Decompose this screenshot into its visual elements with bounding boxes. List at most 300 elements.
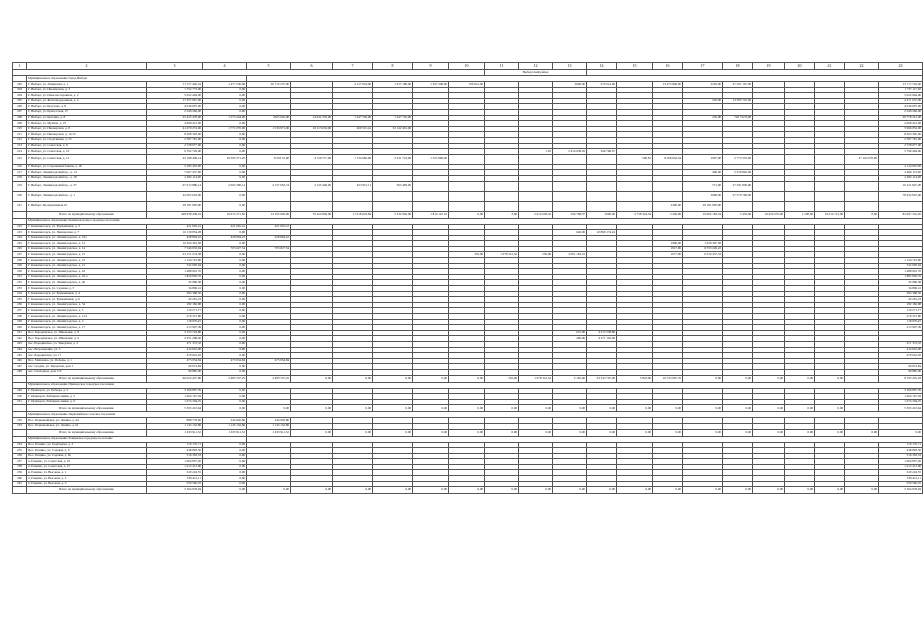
- row-number-cell: 236: [13, 302, 27, 308]
- value-cell-col-3: 110 271,77: [147, 308, 203, 314]
- value-cell-col-23: 2 587 781,00: [879, 137, 923, 143]
- row-number-cell: 249: [13, 388, 27, 394]
- value-cell-col-19: [753, 154, 785, 164]
- column-number-cell: 16: [653, 63, 683, 70]
- row-number-cell: 259: [13, 470, 27, 476]
- column-number-row: [13, 63, 923, 70]
- value-cell-col-4: 1 145 132,86: [203, 423, 247, 429]
- value-cell-col-13: 640,00: [553, 230, 587, 236]
- value-cell-col-23: 20 778 312,00: [879, 115, 923, 121]
- address-cell: Пос. Рощино, ул. Графтиума, д. 3: [27, 442, 147, 448]
- value-cell-col-23: 0,00: [879, 429, 923, 436]
- value-cell-col-19: [753, 191, 785, 201]
- value-cell-col-4: 0,00: [203, 269, 247, 275]
- value-cell-col-15: 2 758 324,54: [617, 211, 653, 218]
- value-cell-col-22: [845, 201, 879, 211]
- value-cell-col-3: 67 013 886,14: [147, 181, 203, 191]
- row-number-cell: 252: [13, 418, 27, 424]
- value-cell-col-23: 4 036 607,00: [879, 104, 923, 110]
- value-cell-col-3: 2 728 977,00: [147, 143, 203, 149]
- value-cell-col-19: [753, 181, 785, 191]
- value-cell-col-23: 3 396 897,39: [879, 388, 923, 394]
- total-label-cell: Итого по муниципальному образованию: [27, 405, 147, 412]
- value-cell-col-23: 2 348 260,00: [879, 109, 923, 115]
- address-cell: Г. Каменногорск, ул. Ленинградское, д. 16: [27, 258, 147, 264]
- row-number-cell: 258: [13, 464, 27, 470]
- value-cell-col-17: 0,00: [683, 429, 723, 436]
- value-cell-col-16: 8 268 954,34: [653, 154, 683, 164]
- value-cell-col-7: 0,00: [333, 429, 373, 436]
- row-number-cell: [13, 429, 27, 436]
- value-cell-col-4: 0,00: [203, 302, 247, 308]
- row-number-cell: 227: [13, 252, 27, 258]
- address-cell: Г. Выборг, ул. Крепостная, 27: [27, 109, 147, 115]
- value-cell-col-4: 0,00: [203, 93, 247, 99]
- value-cell-col-17: 571,00: [683, 181, 723, 191]
- address-cell: Г. Приморск, Рыбацкая линия, д. 3: [27, 394, 147, 400]
- value-cell-col-13: 290,00: [553, 336, 587, 342]
- value-cell-col-20: [785, 201, 815, 211]
- row-number-cell: 212: [13, 137, 27, 143]
- value-cell-col-17: 6 310 437,33: [683, 252, 723, 258]
- value-cell-col-11: 2,00: [485, 211, 519, 218]
- value-cell-col-23: 471 372,32: [879, 341, 923, 347]
- value-cell-col-11: 352,00: [485, 375, 519, 382]
- value-cell-col-4: 0,00: [203, 132, 247, 138]
- row-number-cell: [13, 487, 27, 494]
- value-cell-col-8: 5 332 930,00: [373, 211, 413, 218]
- value-cell-col-17: 0,00: [683, 487, 723, 494]
- value-cell-col-4: 0,00: [203, 364, 247, 370]
- address-cell: Г. Выборг, ул. Пионерская, д. 12/13: [27, 132, 147, 138]
- value-cell-col-23: 293 368,56: [879, 291, 923, 297]
- row-number-cell: 234: [13, 291, 27, 297]
- value-cell-col-4: 0,00: [203, 325, 247, 331]
- value-cell-col-9: [413, 191, 449, 201]
- value-cell-col-13: [553, 181, 587, 191]
- value-cell-col-23: [879, 154, 923, 164]
- value-cell-col-5: 1 536 971,00: [247, 126, 291, 132]
- value-cell-col-22: [845, 375, 879, 382]
- address-cell: Г. Каменногорск, ул. Бумажников, д. 4: [27, 291, 147, 297]
- value-cell-col-9: 1 814 122 61: [413, 211, 449, 218]
- value-cell-col-21: [815, 191, 845, 201]
- value-cell-col-3: 1 752 773,00: [147, 87, 203, 93]
- row-number-cell: 235: [13, 297, 27, 303]
- row-number-cell: 255: [13, 448, 27, 454]
- district-band-label: Выборгский район: [485, 70, 587, 76]
- value-cell-col-4: 0,00: [203, 453, 247, 459]
- address-cell: п. Рощино, ул. Советская, д. 25: [27, 459, 147, 465]
- row-number-cell: 217: [13, 170, 27, 176]
- value-cell-col-3: 7 546 933,04: [147, 246, 203, 252]
- row-number-cell: 222: [13, 224, 27, 230]
- value-cell-col-8: 32 142 461,00: [373, 126, 413, 132]
- value-cell-col-3: 42 198 409,14: [147, 154, 203, 164]
- column-number-cell: 5: [247, 63, 291, 70]
- section-title: Муниципальное образование Приморское городское поселение: [27, 382, 247, 388]
- row-number-cell: 243: [13, 341, 27, 347]
- address-cell: Г. Каменногорск, ул. Ленинградское, д. 14: [27, 246, 147, 252]
- value-cell-col-3: 17 357 967,00: [147, 98, 203, 104]
- row-number-cell: [13, 211, 27, 218]
- value-cell-col-4: 0,00: [203, 464, 247, 470]
- value-cell-col-4: 0,00: [203, 258, 247, 264]
- value-cell-col-6: 0,00: [291, 405, 333, 412]
- value-cell-col-10: [449, 154, 485, 164]
- value-cell-col-23: 170 170,71: [879, 442, 923, 448]
- section-total-row: [13, 487, 923, 494]
- address-cell: пос. Средне, ул. Заводская, дом 1: [27, 364, 147, 370]
- value-cell-col-16: 0,00: [653, 487, 683, 494]
- value-cell-col-23: 1 882 826,70: [879, 274, 923, 280]
- value-cell-col-4: 0,00: [203, 487, 247, 494]
- row-number-cell: 238: [13, 314, 27, 320]
- column-number-cell: 1: [13, 63, 27, 70]
- value-cell-col-6: 10 213 632,00: [291, 126, 333, 132]
- column-number-cell: 6: [291, 63, 333, 70]
- value-cell-col-4: 703 627,54: [203, 246, 247, 252]
- value-cell-col-14: 10 899 174,24: [587, 230, 617, 236]
- section-total-row: [13, 211, 923, 218]
- value-cell-col-3: 28 181 905,00: [147, 201, 203, 211]
- value-cell-col-5: 421 045,41: [247, 224, 291, 230]
- value-cell-col-8: 1 257 186,00: [373, 82, 413, 88]
- value-cell-col-23: 5 364 978,94: [879, 487, 923, 494]
- value-cell-col-20: 1 200,00: [785, 211, 815, 218]
- column-number-cell: 21: [815, 63, 845, 70]
- value-cell-col-3: 1 145 132,86: [147, 423, 203, 429]
- value-cell-col-22: [845, 181, 879, 191]
- row-number-cell: 208: [13, 115, 27, 121]
- value-cell-col-18: 0,00: [723, 487, 753, 494]
- row-number-cell: 251: [13, 399, 27, 405]
- value-cell-col-7: [333, 191, 373, 201]
- address-cell: Пос. Бородинское, ул. Школьная, д. 9: [27, 336, 147, 342]
- address-cell: Г. Выборг, ул. Сторожевой башни, д. 18: [27, 164, 147, 170]
- value-cell-col-5: 0,00: [247, 405, 291, 412]
- row-number-cell: 245: [13, 353, 27, 359]
- value-cell-col-23: 1 604 857,20: [879, 459, 923, 465]
- address-cell: Г. Каменногорск, ул. Бумажников, д. 6: [27, 297, 147, 303]
- value-cell-col-4: 0,00: [203, 230, 247, 236]
- row-number-cell: 241: [13, 330, 27, 336]
- value-cell-col-20: 0,00: [785, 405, 815, 412]
- address-cell: Пос. Рощино, ул. Садовая, д. 9: [27, 448, 147, 454]
- column-number-cell: 8: [373, 63, 413, 70]
- value-cell-col-23: 414 810,00: [879, 347, 923, 353]
- value-cell-col-7: 1 734 982,00: [333, 154, 373, 164]
- value-cell-col-7: 4 127 654,00: [333, 82, 373, 88]
- section-total-row: [13, 375, 923, 382]
- column-number-cell: 13: [553, 63, 587, 70]
- value-cell-col-3: 71 727 402,54: [147, 82, 203, 88]
- address-cell: пос. Бородинское, ул. Заводская, д. 3: [27, 341, 147, 347]
- value-cell-col-23: 1 614 413,90: [879, 464, 923, 470]
- address-cell: Пос. Первомайское, ул. Ленина, д. 44: [27, 418, 147, 424]
- value-cell-col-20: 0,00: [785, 375, 815, 382]
- value-cell-col-22: 27 162 076,00: [845, 154, 879, 164]
- column-number-cell: 23: [879, 63, 923, 70]
- value-cell-col-19: 0,00: [753, 405, 785, 412]
- value-cell-col-8: 0,00: [373, 405, 413, 412]
- row-number-cell: 224: [13, 235, 27, 241]
- value-cell-col-12: [519, 154, 553, 164]
- data-table: [12, 62, 923, 494]
- value-cell-col-4: 0,00: [203, 399, 247, 405]
- value-cell-col-9: 0,00: [413, 487, 449, 494]
- value-cell-col-3: 7 967 457,00: [147, 170, 203, 176]
- value-cell-col-9: 1 347 248,00: [413, 82, 449, 88]
- value-cell-col-23: 5 565 413,64: [879, 405, 923, 412]
- value-cell-col-4: 0,00: [203, 143, 247, 149]
- row-number-cell: 257: [13, 459, 27, 465]
- value-cell-col-23: 78 632 810,00: [879, 191, 923, 201]
- column-number-cell: 14: [587, 63, 617, 70]
- value-cell-col-23: 182 182,98: [879, 302, 923, 308]
- value-cell-col-3: 428 804,22: [147, 235, 203, 241]
- value-cell-col-4: 0,00: [203, 347, 247, 353]
- row-number-cell: 228: [13, 258, 27, 264]
- value-cell-col-3: 16 139 854,28: [147, 230, 203, 236]
- value-cell-col-23: 45 261,23: [879, 297, 923, 303]
- value-cell-col-3: 5 565 413,64: [147, 405, 203, 412]
- value-cell-col-23: 99 974,84: [879, 364, 923, 370]
- row-number-cell: 204: [13, 93, 27, 99]
- value-cell-col-5: 473 934,84: [247, 358, 291, 364]
- address-cell: Г. Выборг, ул. Спортивная, д. 25: [27, 137, 147, 143]
- value-cell-col-3: 5 353 743,86: [147, 330, 203, 336]
- address-cell: Г. Выборг, ул. Мухина, д. 25: [27, 121, 147, 127]
- value-cell-col-3: 4 668 412,00: [147, 121, 203, 127]
- value-cell-col-5: 2565 042,00: [247, 115, 291, 121]
- value-cell-col-13: 0,00: [553, 429, 587, 436]
- value-cell-col-7: 0,00: [333, 487, 373, 494]
- address-cell: пос. Возрождение, ул. 5: [27, 347, 147, 353]
- value-cell-col-21: 0,00: [815, 429, 845, 436]
- value-cell-col-4: 1 573 244,00: [203, 115, 247, 121]
- value-cell-col-16: 1677,00: [653, 252, 683, 258]
- value-cell-col-14: 270 214,00: [587, 82, 617, 88]
- value-cell-col-4: 0,00: [203, 442, 247, 448]
- value-cell-col-6: 4 729 717,00: [291, 154, 333, 164]
- value-cell-col-17: 1907,00: [683, 154, 723, 164]
- value-cell-col-11: 1 078 312,32: [485, 252, 519, 258]
- value-cell-col-23: 82 997 316,20: [879, 211, 923, 218]
- value-cell-col-23: 5 966 052,00: [879, 126, 923, 132]
- value-cell-col-21: 16 014 713,00: [815, 211, 845, 218]
- value-cell-col-3: 9 702 729,00: [147, 149, 203, 155]
- value-cell-col-3: 479 616,45: [147, 353, 203, 359]
- row-number-cell: 244: [13, 347, 27, 353]
- value-cell-col-11: 0,00: [485, 487, 519, 494]
- column-number-cell: 20: [785, 63, 815, 70]
- address-cell: п. Рощино, ул. Высокая, д. 1: [27, 470, 147, 476]
- value-cell-col-5: 428 804,22: [247, 235, 291, 241]
- value-cell-col-13: 2 162,00: [553, 375, 587, 382]
- value-cell-col-4: 0,00: [203, 405, 247, 412]
- address-cell: Пос. Михалево, ул. Победы, д. 1: [27, 358, 147, 364]
- value-cell-col-17: 29 181 905,00: [683, 201, 723, 211]
- value-cell-col-5: 703 627,54: [247, 246, 291, 252]
- row-number-cell: 229: [13, 263, 27, 269]
- row-number-cell: 253: [13, 423, 27, 429]
- value-cell-col-6: 14 632 335,00: [291, 115, 333, 121]
- value-cell-col-23: 339 412,11: [879, 476, 923, 482]
- value-cell-col-15: [617, 201, 653, 211]
- value-cell-col-7: 17 918 623,84: [333, 211, 373, 218]
- value-cell-col-4: 0,00: [203, 104, 247, 110]
- value-cell-col-4: 0,00: [203, 353, 247, 359]
- value-cell-col-4: 0,00: [203, 137, 247, 143]
- value-cell-col-3: 23 151 274,38: [147, 252, 203, 258]
- value-cell-col-20: 0,00: [785, 429, 815, 436]
- table-row: [13, 201, 923, 211]
- value-cell-col-3: 8 208 365,00: [147, 132, 203, 138]
- value-cell-col-4: 0,00: [203, 388, 247, 394]
- address-cell: Г. Выборг, ул. Пионерская, д. 3: [27, 87, 147, 93]
- address-cell: п. Рощино, ул. Высокая, д. 2: [27, 476, 147, 482]
- section-total-row: [13, 405, 923, 412]
- address-cell: Г. Выборг, ул. Красина, д. 8: [27, 115, 147, 121]
- row-number-cell: 214: [13, 149, 27, 155]
- value-cell-col-17: 0,00: [683, 405, 723, 412]
- value-cell-col-4: 0,00: [203, 308, 247, 314]
- value-cell-col-5: [247, 191, 291, 201]
- row-number-cell: 223: [13, 230, 27, 236]
- address-cell: Г. Каменногорск, ул. Пионерская, д. 7: [27, 230, 147, 236]
- value-cell-col-3: 5 022 404,00: [147, 93, 203, 99]
- value-cell-col-8: 1 247 745,00: [373, 115, 413, 121]
- value-cell-col-15: 500,81: [617, 154, 653, 164]
- value-cell-col-3: 2 587 781,00: [147, 137, 203, 143]
- value-cell-col-16: [653, 191, 683, 201]
- value-cell-col-9: 0,00: [413, 429, 449, 436]
- value-cell-col-11: 0,00: [485, 405, 519, 412]
- column-number-cell: 17: [683, 63, 723, 70]
- column-number-cell: 2: [27, 63, 147, 70]
- row-number-cell: 210: [13, 126, 27, 132]
- value-cell-col-4: 2 062 360,14: [203, 181, 247, 191]
- value-cell-col-10: [449, 191, 485, 201]
- address-cell: Г. Приморск, Рыбацкая линия, д. 9: [27, 399, 147, 405]
- value-cell-col-14: 0,00: [587, 487, 617, 494]
- row-number-cell: 220: [13, 191, 27, 201]
- value-cell-col-3: 25 425 478,00: [147, 115, 203, 121]
- value-cell-col-19: [753, 201, 785, 211]
- value-cell-col-4: 0,00: [203, 448, 247, 454]
- value-cell-col-15: [617, 191, 653, 201]
- value-cell-col-22: 0,00: [845, 429, 879, 436]
- value-cell-col-11: [485, 181, 519, 191]
- value-cell-col-4: 0,00: [203, 175, 247, 181]
- value-cell-col-3: 421 045,41: [147, 224, 203, 230]
- value-cell-col-14: 4 313 558,86: [587, 330, 617, 336]
- value-cell-col-3: 350 560,25: [147, 481, 203, 487]
- value-cell-col-3: 2 282 114,00: [147, 175, 203, 181]
- value-cell-col-3: 10 294 391,58: [147, 241, 203, 247]
- value-cell-col-18: 27 570 709,00: [723, 191, 753, 201]
- row-number-cell: 242: [13, 336, 27, 342]
- value-cell-col-6: 0,00: [291, 375, 333, 382]
- value-cell-col-13: 2 914 658,45: [553, 149, 587, 155]
- value-cell-col-18: 27 591 830,00: [723, 181, 753, 191]
- column-number-cell: 15: [617, 63, 653, 70]
- value-cell-col-3: 1 074 304,25: [147, 399, 203, 405]
- value-cell-col-4: 428 804,22: [203, 235, 247, 241]
- column-number-cell: 3: [147, 63, 203, 70]
- column-number-cell: 9: [413, 63, 449, 70]
- address-cell: Г. Выборг, ул. Советская, д. 12: [27, 154, 147, 164]
- value-cell-col-3: 3 396 897,39: [147, 388, 203, 394]
- row-number-cell: 250: [13, 394, 27, 400]
- value-cell-col-5: 1 633 911,52: [247, 429, 291, 436]
- address-cell: Г. Выборг, ул. Кутузова, д. 8: [27, 104, 147, 110]
- value-cell-col-12: 0,00: [519, 405, 553, 412]
- value-cell-col-9: [413, 201, 449, 211]
- value-cell-col-22: 0,00: [845, 487, 879, 494]
- value-cell-col-23: 2 728 977,00: [879, 143, 923, 149]
- address-cell: Г. Каменногорск, ул. Садовая, д. 5: [27, 286, 147, 292]
- table-row: [13, 154, 923, 164]
- row-number-cell: 233: [13, 286, 27, 292]
- value-cell-col-10: 0,00: [449, 487, 485, 494]
- value-cell-col-12: [519, 181, 553, 191]
- value-cell-col-17: 400,00: [683, 170, 723, 176]
- value-cell-col-13: 396 768,07: [553, 211, 587, 218]
- value-cell-col-23: 1 120 716,80: [879, 258, 923, 264]
- value-cell-col-8: 0,00: [373, 429, 413, 436]
- value-cell-col-4: 0,00: [203, 481, 247, 487]
- value-cell-col-21: [815, 154, 845, 164]
- value-cell-col-7: 469 515,41: [333, 126, 373, 132]
- value-cell-col-12: 0,00: [519, 487, 553, 494]
- value-cell-col-8: 0,00: [373, 487, 413, 494]
- value-cell-col-10: 0,00: [449, 405, 485, 412]
- value-cell-col-16: 13 475 840,00: [653, 82, 683, 88]
- value-cell-col-4: 0,00: [203, 263, 247, 269]
- value-cell-col-4: 0,00: [203, 98, 247, 104]
- row-number-cell: 205: [13, 98, 27, 104]
- value-cell-col-3: 4 036 607,00: [147, 104, 203, 110]
- value-cell-col-8: [373, 201, 413, 211]
- value-cell-col-3: 519 303,33: [147, 453, 203, 459]
- value-cell-col-5: 4 127 652,74: [247, 181, 291, 191]
- value-cell-col-16: 16 723 067,70: [653, 375, 683, 382]
- value-cell-col-4: 1 477 230,00: [203, 82, 247, 88]
- value-cell-col-19: 0,00: [753, 487, 785, 494]
- value-cell-col-4: 473 934,84: [203, 358, 247, 364]
- value-cell-col-23: 479 616,45: [879, 353, 923, 359]
- spreadsheet-sheet: [12, 62, 921, 584]
- address-cell: п. Рощино, ул. Советская, д. 27: [27, 464, 147, 470]
- value-cell-col-17: 6 553 226,22: [683, 246, 723, 252]
- value-cell-col-21: [815, 201, 845, 211]
- value-cell-col-16: 1900,00: [653, 241, 683, 247]
- value-cell-col-18: 2 773 519,00: [723, 154, 753, 164]
- value-cell-col-18: 0,00: [723, 375, 753, 382]
- value-cell-col-4: 0,00: [203, 476, 247, 482]
- value-cell-col-3: 66 022 427,90: [147, 375, 203, 382]
- value-cell-col-7: 1 247 536,00: [333, 115, 373, 121]
- value-cell-col-3: 4 251 208,40: [147, 336, 203, 342]
- value-cell-col-23: 5 790 404,00: [879, 149, 923, 155]
- value-cell-col-23: 350 560,25: [879, 481, 923, 487]
- value-cell-col-3: 34 890,41: [147, 286, 203, 292]
- value-cell-col-16: 1917,00: [653, 246, 683, 252]
- value-cell-col-4: 0,00: [203, 164, 247, 170]
- column-number-cell: 22: [845, 63, 879, 70]
